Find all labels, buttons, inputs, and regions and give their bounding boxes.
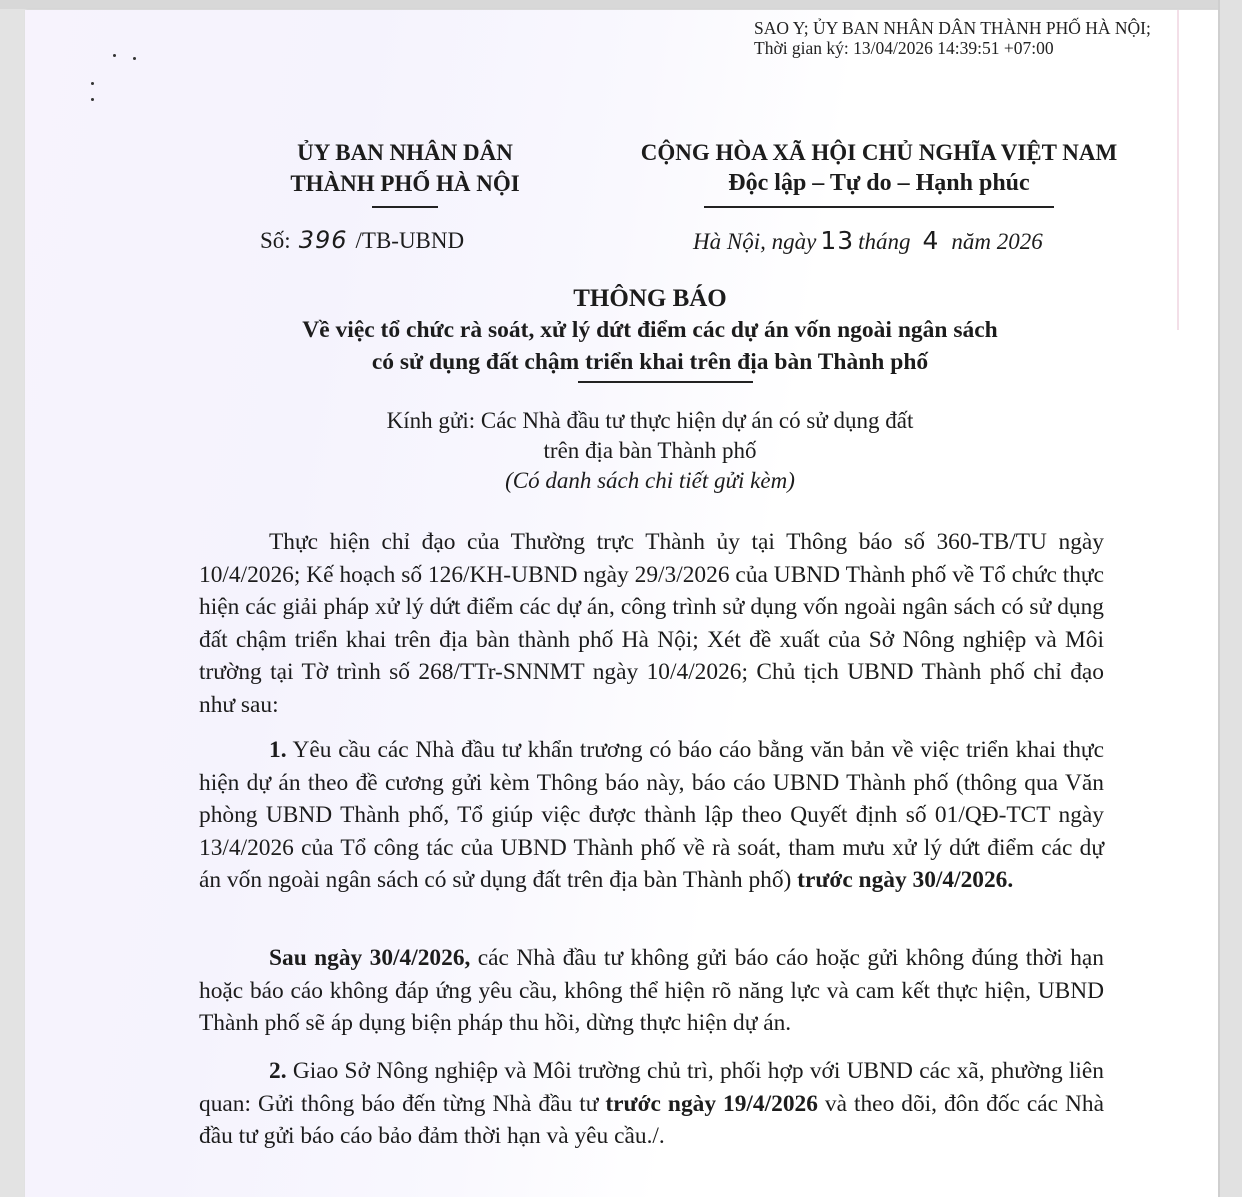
- viewer-right-gutter: [1218, 0, 1242, 1197]
- title-subject-1: Về việc tổ chức rà soát, xử lý dứt điểm các dự án vốn ngoài ngân sách: [302, 317, 998, 343]
- paragraph-item-1: [199, 734, 1104, 897]
- digital-signature-stamp: [754, 18, 1151, 58]
- motto-underline: [704, 206, 1054, 208]
- title-heading: THÔNG BÁO: [573, 285, 727, 312]
- document-date: [693, 226, 1043, 255]
- month-handwritten: 4: [922, 226, 940, 255]
- authority-line-2: THÀNH PHỐ HÀ NỘI: [290, 171, 520, 196]
- recipient-note: (Có danh sách chi tiết gửi kèm): [505, 468, 795, 493]
- number-prefix: Số:: [260, 228, 291, 253]
- viewer-top-bar: [0, 0, 1242, 9]
- motto-line-2: Độc lập – Tự do – Hạnh phúc: [728, 170, 1030, 196]
- day-handwritten: 13: [820, 226, 855, 255]
- after-deadline-bold: Sau ngày 30/4/2026,: [269, 945, 471, 971]
- scan-artifact-line: [1177, 10, 1179, 330]
- signature-line-1: SAO Y; ỦY BAN NHÂN DÂN THÀNH PHỐ HÀ NỘI;: [754, 18, 1151, 38]
- national-motto: [612, 137, 1146, 208]
- motto-line-1: CỘNG HÒA XÃ HỘI CHỦ NGHĨA VIỆT NAM: [640, 140, 1118, 165]
- paragraph-consequence: [199, 942, 1104, 1040]
- issuing-authority: [215, 137, 595, 208]
- item2-end: và theo dõi, đôn đốc các Nhà đầu tư gửi báo cáo bảo đảm thời hạn và yêu cầu./.: [199, 1090, 1104, 1150]
- date-year: năm 2026: [951, 229, 1043, 254]
- number-suffix: /TB-UBND: [355, 228, 465, 253]
- paragraph-item-2: [199, 1055, 1104, 1153]
- item2-text: Giao Sở Nông nghiệp và Môi trường chủ trì, phối hợp với UBND các xã, phường liên quan: Gửi thông báo đến từng Nhà đầu tư: [199, 1058, 1104, 1117]
- document-title: [200, 284, 1100, 383]
- number-handwritten: 396: [298, 226, 348, 254]
- authority-line-1: ỦY BAN NHÂN DÂN: [297, 140, 513, 165]
- title-underline: [578, 381, 753, 383]
- recipient-block: [250, 406, 1050, 496]
- item1-deadline: trước ngày 30/4/2026.: [797, 867, 1014, 894]
- item2-deadline: trước ngày 19/4/2026: [605, 1090, 818, 1117]
- recipient-line-2: trên địa bàn Thành phố: [543, 438, 757, 463]
- document-number: [260, 226, 464, 254]
- item1-text: Yêu cầu các Nhà đầu tư khẩn trương có báo cáo bằng văn bản về việc triển khai thực hiện dự án theo đề cương gửi kèm Thông báo này, báo cáo UBND Thành phố (thông qua Văn phòng UBND Thành phố, Tổ giúp việc được thành lập theo Quyết định số 01/QĐ-TCT ngày 13/4/2026 của Tổ công tác của UBND Thành phố về rà soát, tham mưu xử lý dứt điểm các dự án vốn ngoài ngân sách có sử dụng đất trên địa bàn Thành phố): [199, 737, 1104, 894]
- item2-number: 2.: [269, 1058, 287, 1084]
- recipient-line-1: Kính gửi: Các Nhà đầu tư thực hiện dự án có sử dụng đất: [386, 408, 914, 433]
- date-month-label: tháng: [858, 229, 911, 254]
- item1-number: 1.: [269, 737, 287, 763]
- intro-text: Thực hiện chỉ đạo của Thường trực Thành ủy tại Thông báo số 360-TB/TU ngày 10/4/2026; Kế hoạch số 126/KH-UBND ngày 29/3/2026 của UBND Thành phố về Tổ chức thực hiện các giải pháp xử lý dứt điểm các dự án, công trình sử dụng vốn ngoài ngân sách có sử dụng đất chậm triển khai trên địa bàn thành phố Hà Nội; Xét đề xuất của Sở Nông nghiệp và Môi trường tại Tờ trình số 268/TTr-SNNMT ngày 10/4/2026; Chủ tịch UBND Thành phố chỉ đạo như sau:: [199, 529, 1104, 718]
- authority-underline: [372, 206, 438, 208]
- date-prefix: Hà Nội, ngày: [693, 229, 817, 254]
- signature-line-2: Thời gian ký: 13/04/2026 14:39:51 +07:00: [754, 38, 1054, 58]
- after-deadline-text: các Nhà đầu tư không gửi báo cáo hoặc gửi không đúng thời hạn hoặc báo cáo không đáp ứng yêu cầu, không thể hiện rõ năng lực và cam kết thực hiện, UBND Thành phố sẽ áp dụng biện pháp thu hồi, dừng thực hiện dự án.: [199, 945, 1104, 1037]
- paragraph-intro: [199, 526, 1104, 722]
- title-subject-2: có sử dụng đất chậm triển khai trên địa bàn Thành phố: [371, 349, 929, 375]
